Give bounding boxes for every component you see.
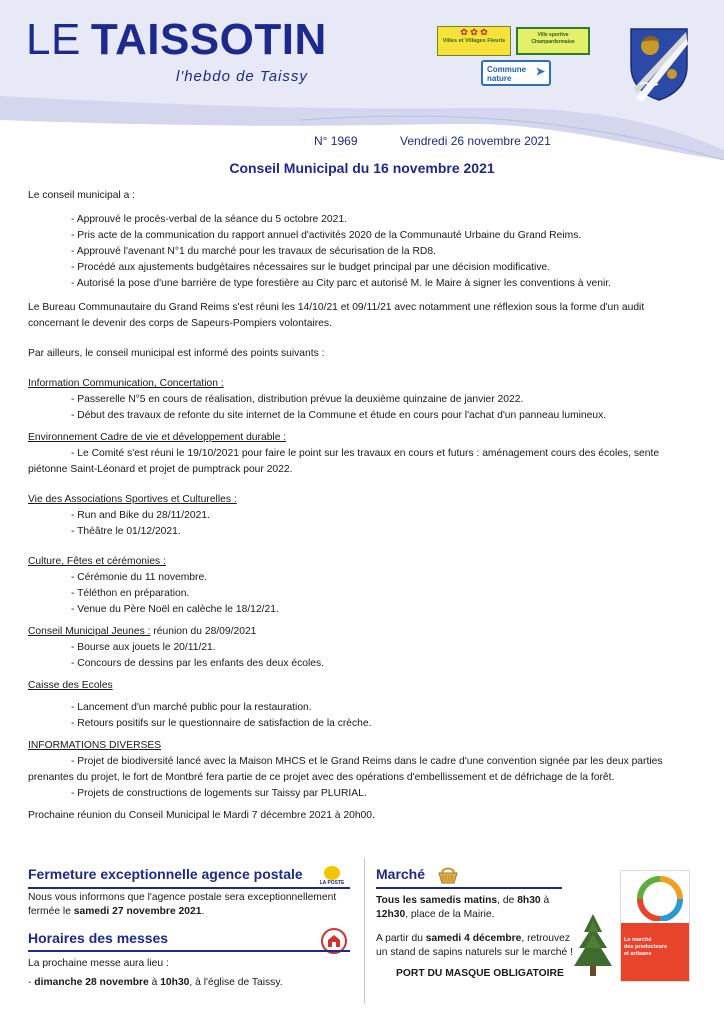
badge-nature-line2: nature [487,74,512,83]
villes-fleuris-badge [437,26,511,56]
poste-title: Fermeture exceptionnelle agence postale [28,866,303,882]
section-heading-info: Information Communication, Concertation : [28,378,224,389]
poste-line2 [28,905,358,919]
marche-line1-post: à [540,895,550,906]
decision-item: - Approuvé l'avenant N°1 du marché pour les travaux de sécurisation de la RD8. [71,246,436,257]
messes-text [28,954,358,992]
section-item: - Run and Bike du 28/11/2021. [71,510,210,521]
poste-text [28,891,358,919]
basket-icon [438,866,458,884]
section-heading-jeunes: Conseil Municipal Jeunes : [28,626,151,637]
poste-line1: Nous vous informons que l'agence postale sera exceptionnellement [28,892,337,903]
messes-line2-post: , à l'église de Taissy. [189,977,283,988]
poster-text-2: des producteurs [624,944,668,950]
marche-line2 [376,908,576,922]
la-poste-label: LA POSTE [319,880,345,886]
marche-line3-pre: A partir du [376,933,426,944]
marche-poster [620,870,690,982]
section-item: - Téléthon en préparation. [71,588,190,599]
marche-days: Tous les samedis matins [376,895,498,906]
badge-nature-line1: Commune [487,65,527,74]
poster-text-1: Le marché [624,937,652,943]
decision-item: - Procédé aux ajustements budgétaires nécessaires sur le budget principal par une décision modificative. [71,262,551,273]
marche-line1-mid: , de [497,895,518,906]
messes-line2-mid: à [148,977,161,988]
marche-line3 [376,932,576,946]
section-item-continued: prenantes du projet, le fort de Montbré fera partie de ce projet avec des opérations d'embellissement et de défrichage de la forêt. [28,772,615,783]
commune-nature-badge [481,60,551,86]
marche-end-time: 12h30 [376,909,406,920]
issue-date: Vendredi 26 novembre 2021 [400,134,551,148]
masthead-subtitle: l'hebdo de Taissy [176,68,308,85]
messes-line1: La prochaine messe aura lieu : [28,958,169,969]
marche-line2-post: , place de la Mairie. [405,909,495,920]
masthead [26,15,327,64]
marche-sapins-date: samedi 4 décembre [425,933,522,944]
article-title: Conseil Municipal du 16 novembre 2021 [229,160,495,176]
section-item: - Passerelle N°5 en cours de réalisation, distribution prévue la deuxième quinzaine de janvier 2022. [71,394,524,405]
messes-line2 [28,973,358,992]
poster-logo-icon [635,875,685,921]
section-item: - Venue du Père Noël en calèche le 18/12/21. [71,604,279,615]
marche-title: Marché [376,866,426,882]
section-item: - Cérémonie du 11 novembre. [71,572,208,583]
poste-underline [28,887,350,889]
section-item: - Concours de dessins par les enfants des deux écoles. [71,658,324,669]
masthead-name: TAISSOTIN [90,15,327,64]
section-item: - Lancement d'un marché public pour la restauration. [71,702,312,713]
article-body [28,188,700,824]
decision-item: - Pris acte de la communication du rapport annuel d'activités 2020 de la Communauté Urbaine du Grand Reims. [71,230,582,241]
flower-icons: ✿ ✿ ✿ [460,27,488,37]
column-divider [364,858,365,1004]
section-item: - Début des travaux de refonte du site internet de la Commune et étude en cours pour l'achat d'un panneau lumineux. [71,410,607,421]
poster-text [624,937,667,958]
section-item: - Projet de biodiversité lancé avec la Maison MHCS et le Grand Reims dans le cadre d'une convention signée par les deux parties [71,756,663,767]
intro-text: Le conseil municipal a : [28,190,136,201]
masthead-le: LE [26,15,81,64]
section-item-continued: piétonne Saint-Léonard et projet de pumptrack pour 2022. [28,464,293,475]
christmas-tree-icon [568,912,618,984]
section-heading-diverses: INFORMATIONS DIVERSES [28,740,162,751]
informed-text: Par ailleurs, le conseil municipal est informé des points suivants : [28,348,325,359]
section-heading-jeunes-line [28,624,700,640]
badge-fleuris-label: Villes et Villages Fleuris [442,38,506,44]
poste-date: samedi 27 novembre 2021 [73,906,202,917]
section-heading-assoc: Vie des Associations Sportives et Culturelles : [28,494,237,505]
poste-line2-pre: fermée le [28,906,74,917]
ville-sportive-badge: Ville sportive Champardennaise [516,27,590,55]
issue-number: N° 1969 [314,134,358,148]
section-item: - Bourse aux jouets le 20/11/21. [71,642,216,653]
section-item: - Retours positifs sur le questionnaire de satisfaction de la crèche. [71,718,372,729]
header [0,0,724,160]
town-crest-icon [628,26,690,102]
section-heading-jeunes-rest: réunion du 28/09/2021 [150,626,257,637]
bureau-text-line2: concernant le devenir des corps de Sapeurs-Pompiers volontaires. [28,318,332,329]
decision-item: - Autorisé la pose d'une barrière de type forestière au City parc et autorisé M. le Maire à signer les conventions à venir. [71,278,611,289]
messes-time: 10h30 [160,977,190,988]
marche-line1 [376,894,576,908]
la-poste-logo [315,866,349,888]
section-heading-ecoles: Caisse des Ecoles [28,680,113,691]
marche-underline [376,887,562,889]
marche-line3-post: , retrouvez [521,933,571,944]
section-heading-env: Environnement Cadre de vie et développement durable : [28,432,287,443]
marche-line4: un stand de sapins naturels sur le marché ! [376,947,573,958]
poste-line2-post: . [201,906,205,917]
bird-icon: ➤ [535,66,545,78]
section-item: - Théâtre le 01/12/2021. [71,526,181,537]
messes-underline [28,950,350,952]
poster-text-3: et artisans [624,951,652,957]
masque-notice: PORT DU MASQUE OBLIGATOIRE [396,968,564,979]
decision-item: - Approuvé le procès-verbal de la séance du 5 octobre 2021. [71,214,347,225]
section-heading-culture: Culture, Fêtes et cérémonies : [28,556,166,567]
messes-title: Horaires des messes [28,930,169,946]
bureau-text-line1: Le Bureau Communautaire du Grand Reims s'est réuni les 14/10/21 et 09/11/21 avec notamment une réflexion sous la forme d'un audit [28,302,645,313]
section-item: - Projets de constructions de logements sur Taissy par PLURIAL. [71,788,367,799]
la-poste-bird-icon [324,866,340,880]
next-meeting-text: Prochaine réunion du Conseil Municipal le Mardi 7 décembre 2021 à 20h00. [28,810,375,821]
messes-date: dimanche 28 novembre [34,977,149,988]
messes-line2-pre: - [28,977,35,988]
marche-start-time: 8h30 [517,895,541,906]
marche-text [376,894,576,960]
section-item: - Le Comité s'est réuni le 19/10/2021 pour faire le point sur les travaux en cours et futurs : aménagement cours des écoles, sente [71,448,660,459]
